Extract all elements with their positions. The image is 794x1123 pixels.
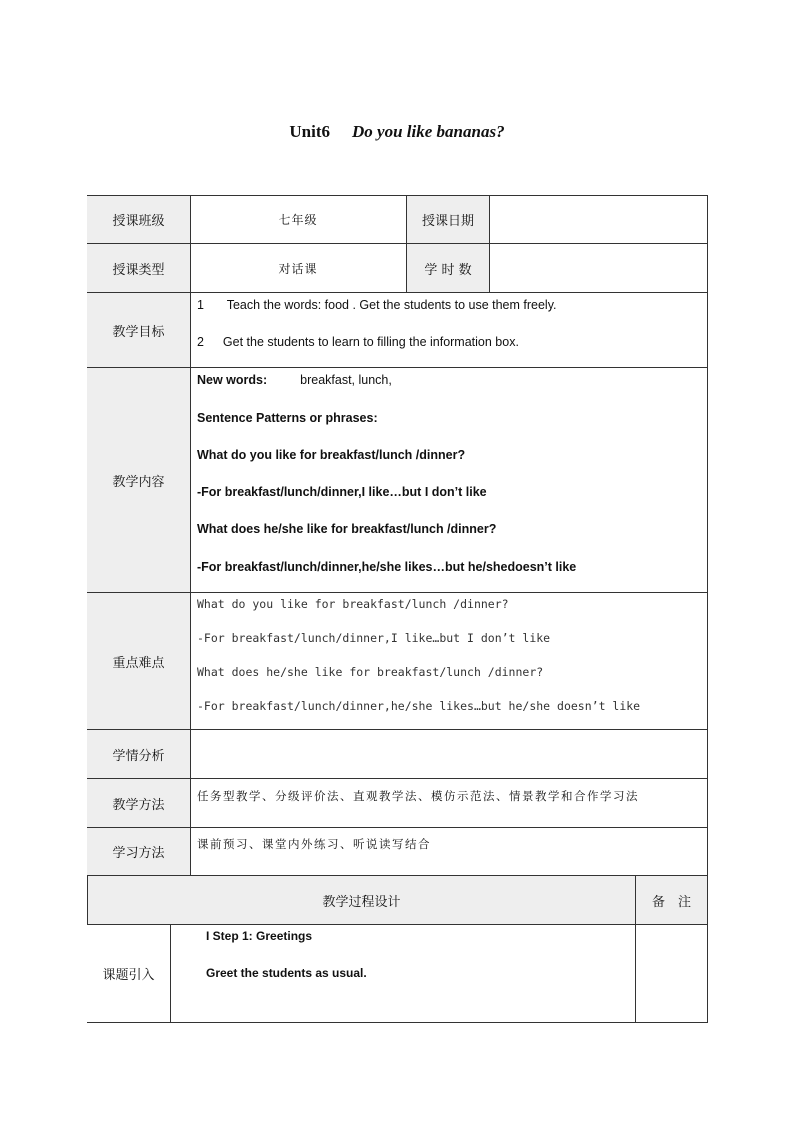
unit-question: Do you like bananas? [352, 122, 505, 141]
key-points-label: 重点难点 [87, 593, 191, 729]
key-point-line: -For breakfast/lunch/dinner,I like…but I don’t like [197, 631, 551, 645]
analysis-label: 学情分析 [87, 730, 191, 778]
content-line: What do you like for breakfast/lunch /dinner? [197, 448, 466, 462]
document-title [0, 122, 794, 142]
teaching-method-value: 任务型教学、分级评价法、直观教学法、模仿示范法、情景教学和合作学习法 [197, 789, 639, 803]
type-label: 授课类型 [87, 244, 191, 292]
content-line: -For breakfast/lunch/dinner,he/she likes…but he/shedoesn’t like [197, 560, 577, 574]
learning-method-value: 课前预习、课堂内外练习、听说读写结合 [197, 837, 431, 851]
objective-item [197, 298, 557, 312]
objective-text: Get the students to learn to filling the information box. [222, 335, 519, 349]
content-label: 教学内容 [87, 368, 191, 592]
new-words-value: breakfast, lunch, [300, 373, 392, 387]
new-words [197, 373, 392, 387]
unit-label: Unit6 [289, 122, 331, 141]
new-words-label: New words: [197, 373, 268, 387]
teaching-method-label: 教学方法 [87, 779, 191, 827]
table-border [87, 924, 708, 925]
table-border [87, 1022, 708, 1023]
objective-number: 1 [197, 298, 204, 312]
intro-step: I Step 1: Greetings [206, 929, 313, 943]
objective-text: Teach the words: food . Get the students to use them freely. [226, 298, 557, 312]
key-point-line: What does he/she like for breakfast/lunch /dinner? [197, 665, 544, 679]
class-value: 七年级 [278, 213, 318, 227]
table-border [707, 195, 708, 1023]
process-header-title: 教学过程设计 [88, 876, 635, 924]
type-value: 对话课 [278, 261, 318, 276]
key-point-line: What do you like for breakfast/lunch /dinner? [197, 597, 509, 611]
hours-value[interactable] [490, 244, 706, 292]
hours-label: 学 时 数 [407, 244, 490, 292]
content-line: -For breakfast/lunch/dinner,I like…but I don’t like [197, 485, 487, 499]
date-value[interactable] [490, 196, 706, 243]
content-line: What does he/she like for breakfast/lunch /dinner? [197, 522, 497, 536]
intro-label: 课题引入 [87, 925, 171, 1022]
class-label: 授课班级 [87, 196, 191, 243]
intro-text: Greet the students as usual. [206, 966, 367, 980]
date-label: 授课日期 [407, 196, 490, 243]
patterns-label: Sentence Patterns or phrases: [197, 411, 378, 425]
objective-item [197, 335, 519, 349]
key-point-line: -For breakfast/lunch/dinner,he/she likes…but he/she doesn’t like [197, 699, 641, 713]
process-header-notes: 备 注 [636, 876, 707, 924]
learning-method-label: 学习方法 [87, 828, 191, 875]
objective-number: 2 [197, 335, 204, 349]
objectives-label: 教学目标 [87, 293, 191, 367]
